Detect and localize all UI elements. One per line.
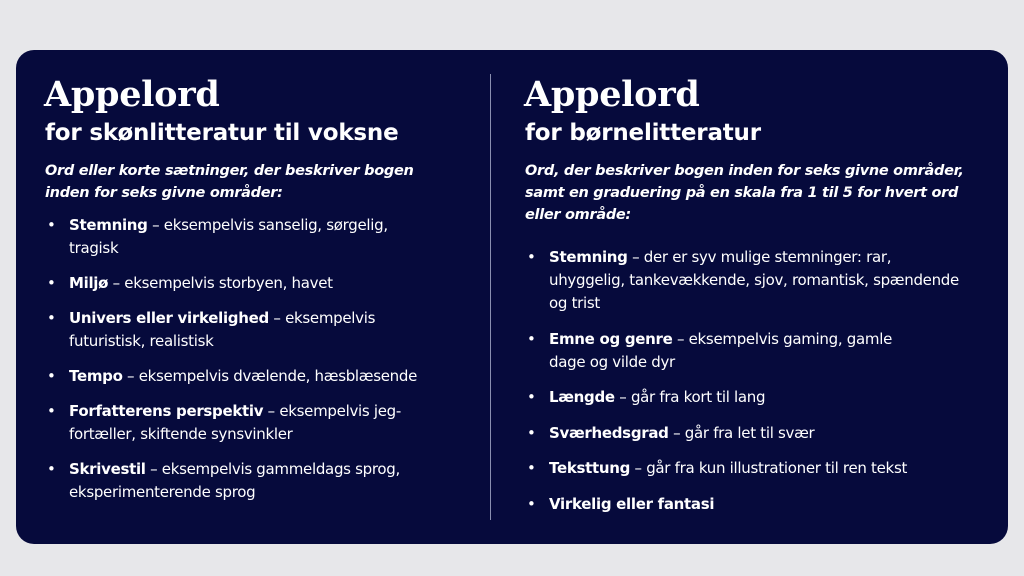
item-term: Miljø — [69, 274, 109, 292]
right-subtitle: for børnelitteratur — [525, 120, 761, 146]
right-list — [524, 246, 984, 516]
item-description: – eksempelvis jeg-fortæller, skiftende synsvinkler — [69, 402, 402, 443]
left-intro: Ord eller korte sætninger, der beskriver bogen inden for seks givne områder: — [45, 163, 414, 201]
item-description: – går fra kort til lang — [614, 388, 766, 406]
item-description: – eksempelvis storbyen, havet — [108, 274, 333, 292]
list-item — [524, 386, 984, 409]
item-term: Univers eller virkelighed — [69, 309, 269, 327]
item-term: Virkelig eller fantasi — [549, 494, 715, 513]
bullet: • — [527, 459, 536, 477]
right-title: Appelord — [524, 74, 700, 115]
right-intro: Ord, der beskriver bogen inden for seks givne områder, samt en graduering på en skala fra 1 til 5 for hvert ord eller område: — [525, 163, 964, 223]
info-card — [16, 50, 1008, 544]
left-list — [44, 214, 474, 504]
bullet: • — [527, 388, 536, 406]
item-term: Tempo — [69, 367, 123, 385]
bullet: • — [527, 423, 536, 442]
item-term: Teksttung — [549, 459, 631, 477]
list-item — [44, 307, 419, 353]
item-term: Sværhedsgrad — [549, 423, 669, 442]
list-item — [44, 214, 419, 260]
bullet: • — [527, 494, 536, 513]
item-term: Længde — [549, 388, 615, 406]
item-term: Forfatterens perspektiv — [69, 402, 264, 420]
item-description: – går fra kun illustrationer til ren tekst — [630, 459, 908, 477]
bullet: • — [47, 216, 56, 234]
left-subtitle: for skønlitteratur til voksne — [45, 120, 399, 146]
left-title: Appelord — [44, 74, 220, 115]
item-description: – der er syv mulige stemninger: rar, uhyggelig, tankevækkende, sjov, romantisk, spændende og trist — [549, 248, 959, 312]
bullet: • — [47, 402, 56, 420]
item-term: Stemning — [69, 216, 148, 234]
bullet: • — [527, 329, 536, 348]
item-description: – eksempelvis gaming, gamle dage og vilde dyr — [549, 329, 893, 371]
column-divider — [490, 74, 491, 520]
bullet: • — [47, 274, 56, 292]
item-term: Stemning — [549, 248, 628, 266]
bullet: • — [47, 309, 56, 327]
list-item — [44, 272, 474, 295]
adult-fiction-column — [44, 72, 474, 516]
list-item — [44, 458, 449, 504]
item-description: – eksempelvis dvælende, hæsblæsende — [122, 367, 418, 385]
childrens-literature-column — [524, 72, 984, 528]
list-item — [524, 422, 984, 445]
item-description: – eksempelvis gammeldags sprog, eksperimenterende sprog — [69, 460, 400, 501]
list-item — [524, 457, 984, 480]
item-description: – eksempelvis futuristisk, realistisk — [69, 309, 376, 350]
bullet: • — [527, 248, 536, 266]
item-description: – eksempelvis sanselig, sørgelig, tragisk — [69, 216, 388, 257]
list-item — [524, 328, 894, 374]
item-term: Skrivestil — [69, 460, 146, 478]
list-item — [44, 400, 419, 446]
item-description: – går fra let til svær — [668, 423, 815, 442]
bullet: • — [47, 367, 56, 385]
bullet: • — [47, 460, 56, 478]
item-term: Emne og genre — [549, 329, 673, 348]
list-item — [524, 246, 959, 315]
list-item — [524, 493, 984, 516]
list-item — [44, 365, 474, 388]
